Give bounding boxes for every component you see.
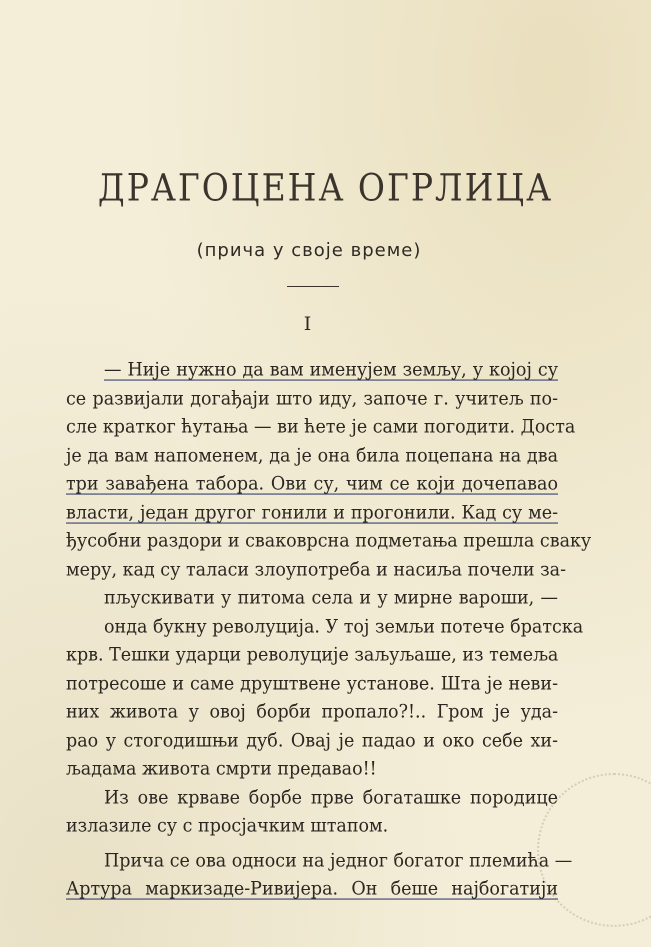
text-line: власти, један другог гонили и прогонили. Кад су ме- — [66, 501, 558, 524]
text-line: Артура маркизаде-Ривијера. Он беше најбогатији — [66, 878, 558, 900]
text-line: пљускивати у питома села и у мирне вароши, — — [104, 587, 558, 609]
body-text — [66, 356, 592, 904]
text-line: них живота у овој борби пропало?!.. Гром је уда- — [66, 701, 558, 723]
text-line: потресоше и саме друштвене установе. Шта је неви- — [66, 672, 558, 695]
text-line: сле кратког ћутања — ви ћете је сами погодити. Доста — [66, 416, 576, 438]
text-line: Из ове крваве борбе прве богаташке породице — [104, 786, 558, 809]
text-line: рао у стогодишњи дуб. Овај је падао и око себе хи- — [66, 729, 558, 752]
text-line: се развијали догађаји што иду, започе г. учитељ по- — [66, 387, 558, 410]
text-line: меру, кад су таласи злоупотреба и насиља почели за- — [66, 558, 567, 581]
text-line: је да вам напоменем, да је она била поцепана на два — [66, 444, 558, 467]
text-line: крв. Тешки ударци револуције заљуљаше, из темеља — [66, 644, 559, 666]
text-line: онда букну револуција. У тој земљи потече братска — [104, 615, 584, 638]
title-divider — [287, 286, 339, 287]
text-line: излазиле су с просјачким штапом. — [66, 815, 389, 837]
text-line: — Није нужно да вам именујем земљу, у којој су — [104, 359, 558, 381]
text-line: ђусобни раздори и сваковрсна подметања прешла сваку — [66, 530, 592, 552]
story-title: ДРАГОЦЕНА ОГРЛИЦА — [97, 165, 554, 210]
text-line: Прича се ова односи на једног богатог племића — — [104, 849, 573, 872]
chapter-number: I — [303, 313, 312, 335]
text-line: три завађена табора. Ови су, чим се који дочепавао — [66, 473, 558, 495]
text-line: љадама живота смрти предавао!! — [66, 758, 377, 780]
story-subtitle: (прича у своје време) — [196, 240, 422, 261]
